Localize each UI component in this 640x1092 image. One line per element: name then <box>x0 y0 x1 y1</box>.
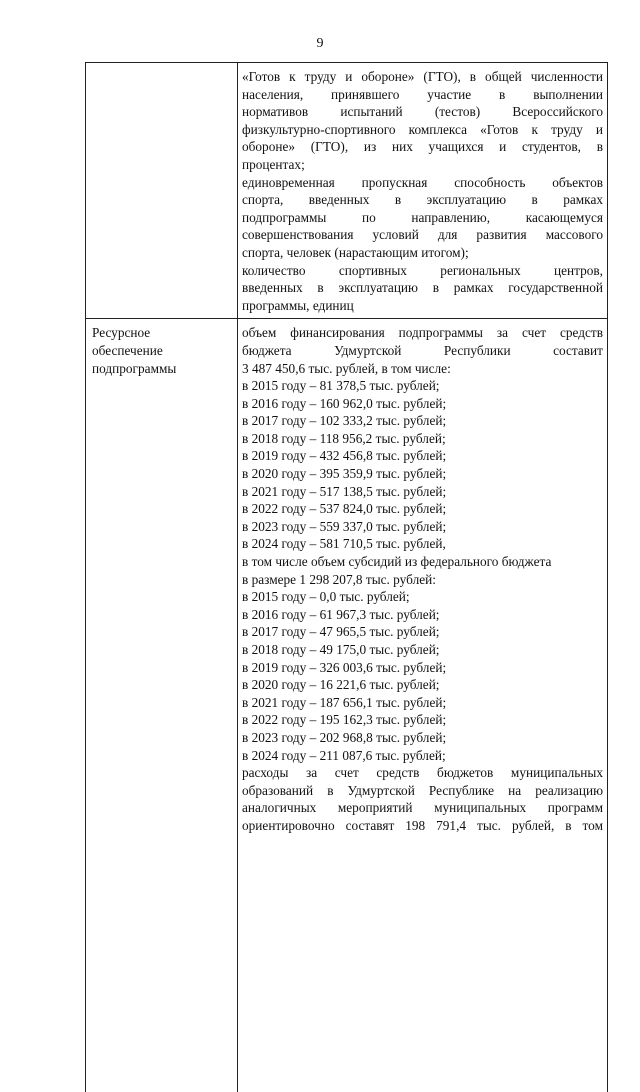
text-line: программы, единиц <box>242 297 354 313</box>
text-line: в размере 1 298 207,8 тыс. рублей: <box>242 571 436 587</box>
text-line: аналогичных мероприятий муниципальных программ <box>242 800 603 816</box>
text-line: процентах; <box>242 156 305 172</box>
text-line: в 2019 году – 432 456,8 тыс. рублей; <box>242 448 447 464</box>
text-line: образований в Удмуртской Республике на реализацию <box>242 782 603 798</box>
row-content-cell <box>238 63 607 318</box>
text-line: в 2023 году – 559 337,0 тыс. рублей; <box>242 518 447 534</box>
text-line: в том числе объем субсидий из федерального бюджета <box>242 554 552 570</box>
text-line: в 2023 году – 202 968,8 тыс. рублей; <box>242 729 447 745</box>
table-row <box>85 62 608 319</box>
text-line: совершенствования условий для развития массового <box>242 227 603 243</box>
page-number: 9 <box>316 36 324 51</box>
text-line: спорта, введенных в эксплуатацию в рамках <box>242 192 603 208</box>
row-label-line: Ресурсное <box>92 325 151 341</box>
text-line: физкультурно-спортивного комплекса «Готов к труду и <box>242 121 603 137</box>
text-line: в 2017 году – 102 333,2 тыс. рублей; <box>242 413 447 429</box>
table-row <box>85 319 608 1092</box>
text-line: обороне» (ГТО), из них учащихся и студентов, в <box>242 139 603 155</box>
text-line: введенных в эксплуатацию в рамках государственной <box>242 280 603 296</box>
text-line: населения, принявшего участие в выполнении <box>242 86 603 102</box>
text-line: «Готов к труду и обороне» (ГТО), в общей численности <box>242 69 603 84</box>
text-line: подпрограммы по направлению, касающемуся <box>242 209 603 225</box>
passport-table <box>85 62 608 1092</box>
text-line: количество спортивных региональных центров, <box>242 262 603 278</box>
text-line: в 2015 году – 81 378,5 тыс. рублей; <box>242 378 440 394</box>
text-line: в 2016 году – 61 967,3 тыс. рублей; <box>242 606 440 622</box>
text-line: в 2024 году – 581 710,5 тыс. рублей, <box>242 536 446 552</box>
row-content-cell <box>238 319 607 1092</box>
text-line: спорта, человек (нарастающим итогом); <box>242 244 469 260</box>
text-line: в 2017 году – 47 965,5 тыс. рублей; <box>242 624 440 640</box>
row-label-line: обеспечение <box>92 342 163 358</box>
row-label-line: подпрограммы <box>92 360 177 376</box>
text-line: ориентировочно составят 198 791,4 тыс. рублей, в том <box>242 817 603 833</box>
text-line: в 2022 году – 195 162,3 тыс. рублей; <box>242 712 447 728</box>
text-line: нормативов испытаний (тестов) Всероссийского <box>242 104 603 120</box>
text-line: в 2022 году – 537 824,0 тыс. рублей; <box>242 501 447 517</box>
text-line: расходы за счет средств бюджетов муниципальных <box>242 765 603 781</box>
text-line: в 2018 году – 49 175,0 тыс. рублей; <box>242 642 440 657</box>
text-line: в 2018 году – 118 956,2 тыс. рублей; <box>242 430 446 446</box>
text-line: в 2024 году – 211 087,6 тыс. рублей; <box>242 747 446 763</box>
text-line: в 2015 году – 0,0 тыс. рублей; <box>242 589 410 605</box>
row-label-cell <box>86 63 238 318</box>
text-line: в 2019 году – 326 003,6 тыс. рублей; <box>242 659 447 675</box>
text-line: в 2021 году – 187 656,1 тыс. рублей; <box>242 694 447 710</box>
row-label-cell <box>86 319 238 1092</box>
text-line: в 2021 году – 517 138,5 тыс. рублей; <box>242 483 447 499</box>
text-line: в 2016 году – 160 962,0 тыс. рублей; <box>242 395 447 411</box>
text-line: в 2020 году – 395 359,9 тыс. рублей; <box>242 466 447 482</box>
text-line: в 2020 году – 16 221,6 тыс. рублей; <box>242 677 440 693</box>
text-line: бюджета Удмуртской Республики составит <box>242 342 603 358</box>
text-line: единовременная пропускная способность объектов <box>242 174 603 190</box>
text-line: 3 487 450,6 тыс. рублей, в том числе: <box>242 360 451 376</box>
text-line: объем финансирования подпрограммы за счет средств <box>242 325 603 341</box>
